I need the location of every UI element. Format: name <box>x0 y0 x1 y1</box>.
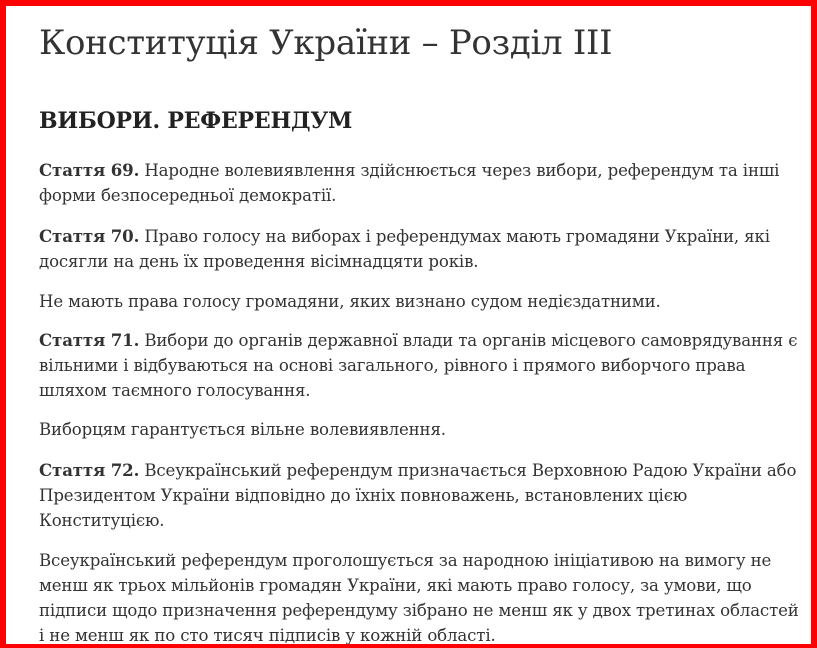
article-71-paragraph <box>39 328 799 403</box>
section-heading: ВИБОРИ. РЕФЕРЕНДУМ <box>39 108 353 134</box>
article-69-label: Стаття 69. <box>39 160 140 180</box>
article-69-text: Народне волевиявлення здійснюється через вибори, референдум та інші форми безпосередньої демократії. <box>39 161 780 205</box>
article-71-text: Вибори до органів державної влади та органів місцевого самоврядування є вільними і відбуваються на основі загального, рівного і прямого виборчого права шляхом таємного голосування. <box>39 331 798 400</box>
article-71-text-2: Виборцям гарантується вільне волевиявлення. <box>39 420 446 439</box>
article-72-text: Всеукраїнський референдум призначається Верховною Радою України або Президентом України відповідно до їхніх повноважень, встановлених цією Конституцією. <box>39 461 797 530</box>
article-69-paragraph <box>39 158 799 208</box>
article-70-paragraph <box>39 224 799 274</box>
article-71-paragraph-2 <box>39 417 799 442</box>
article-70-text: Право голосу на виборах і референдумах мають громадяни України, які досягли на день їх проведення вісімнадцяти років. <box>39 227 770 271</box>
article-70-text-2: Не мають права голосу громадяни, яких визнано судом недієздатними. <box>39 292 661 311</box>
article-70-label: Стаття 70. <box>39 226 140 246</box>
article-71-label: Стаття 71. <box>39 330 140 350</box>
article-72-label: Стаття 72. <box>39 460 140 480</box>
article-72-paragraph <box>39 458 799 533</box>
article-70-paragraph-2 <box>39 289 799 314</box>
article-72-paragraph-2 <box>39 548 799 648</box>
article-72-text-2: Всеукраїнський референдум проголошується за народною ініціативою на вимогу не менш як трьох мільйонів громадян України, які мають право голосу, за умови, що підписи щодо призначення референдуму зібрано не менш як у двох третинах областей і не менш як по сто тисяч підписів у кожній області. <box>39 551 799 645</box>
page-title: Конституція України – Розділ III <box>39 23 613 63</box>
